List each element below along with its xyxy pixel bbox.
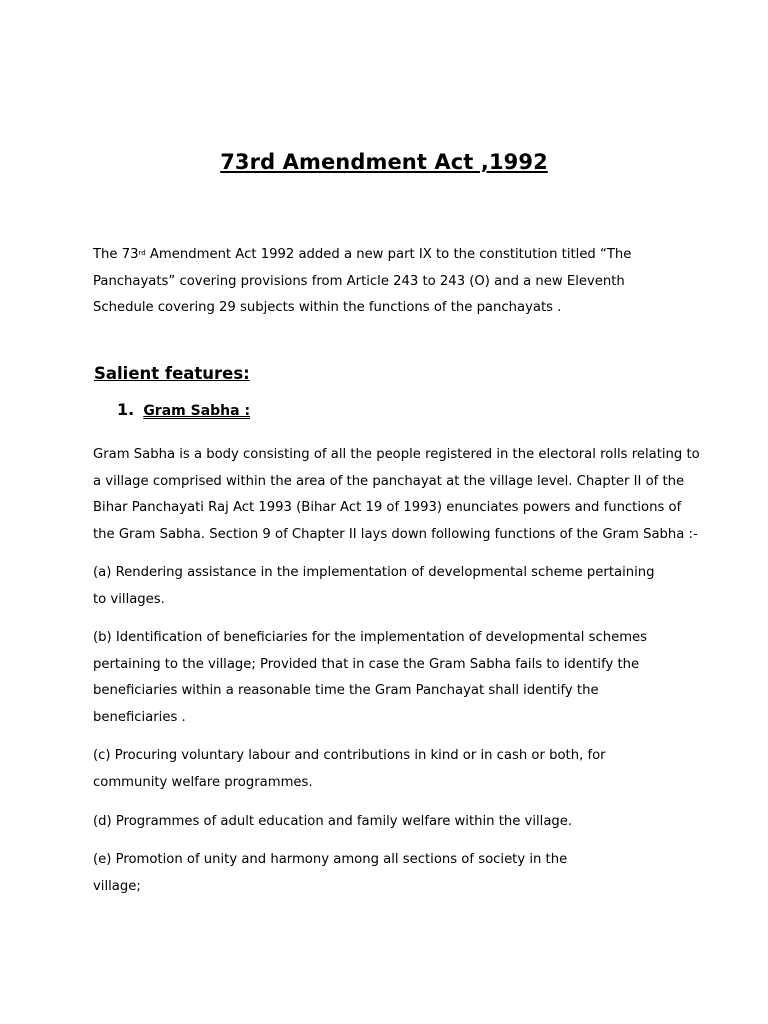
paragraph-line: (b) Identification of beneficiaries for the implementation of developmental schemes	[93, 630, 648, 645]
function-c-paragraph	[93, 743, 693, 796]
list-item-heading	[117, 400, 250, 419]
paragraph-line: pertaining to the village; Provided that in case the Gram Sabha fails to identify the	[93, 656, 640, 672]
list-item-label: Gram Sabha :	[143, 403, 251, 419]
paragraph-line: community welfare programmes.	[93, 774, 313, 790]
ordinal-superscript: rd	[138, 249, 146, 257]
intro-line-2: Panchayats” covering provisions from Article 243 to 243 (O) and a new Eleventh	[93, 273, 625, 289]
function-b-paragraph	[93, 625, 693, 732]
intro-paragraph	[93, 242, 693, 322]
intro-line-1	[93, 242, 693, 269]
paragraph-line: (e) Promotion of unity and harmony among all sections of society in the	[93, 852, 568, 867]
function-a-paragraph	[93, 560, 693, 613]
function-e-paragraph	[93, 847, 693, 900]
paragraph-line: Bihar Panchayati Raj Act 1993 (Bihar Act 19 of 1993) enunciates powers and functions of	[93, 500, 682, 516]
paragraph-line: Gram Sabha is a body consisting of all the people registered in the electoral rolls relating to	[93, 447, 700, 462]
paragraph-line: village;	[93, 878, 141, 894]
paragraph-line: a village comprised within the area of the panchayat at the village level. Chapter II of the	[93, 473, 685, 489]
paragraph-line: beneficiaries within a reasonable time the Gram Panchayat shall identify the	[93, 683, 599, 699]
gram-sabha-paragraph	[93, 442, 700, 549]
paragraph-line: (a) Rendering assistance in the implementation of developmental scheme pertaining	[93, 565, 655, 580]
paragraph-line: (d) Programmes of adult education and family welfare within the village.	[93, 814, 573, 829]
salient-features-heading: Salient features:	[94, 364, 250, 383]
intro-line-1-start: The 73	[93, 247, 139, 262]
list-item-number: 1.	[117, 400, 135, 419]
paragraph-line: to villages.	[93, 591, 165, 607]
intro-line-1-rest: Amendment Act 1992 added a new part IX to the constitution titled “The	[145, 247, 632, 262]
paragraph-line: (c) Procuring voluntary labour and contributions in kind or in cash or both, for	[93, 748, 606, 763]
function-d-paragraph	[93, 809, 693, 836]
paragraph-line: the Gram Sabha. Section 9 of Chapter II lays down following functions of the Gram Sabha :-	[93, 527, 698, 543]
intro-line-3: Schedule covering 29 subjects within the functions of the panchayats .	[93, 300, 562, 316]
paragraph-line: beneficiaries .	[93, 710, 186, 726]
page-title: 73rd Amendment Act ,1992	[220, 150, 548, 174]
